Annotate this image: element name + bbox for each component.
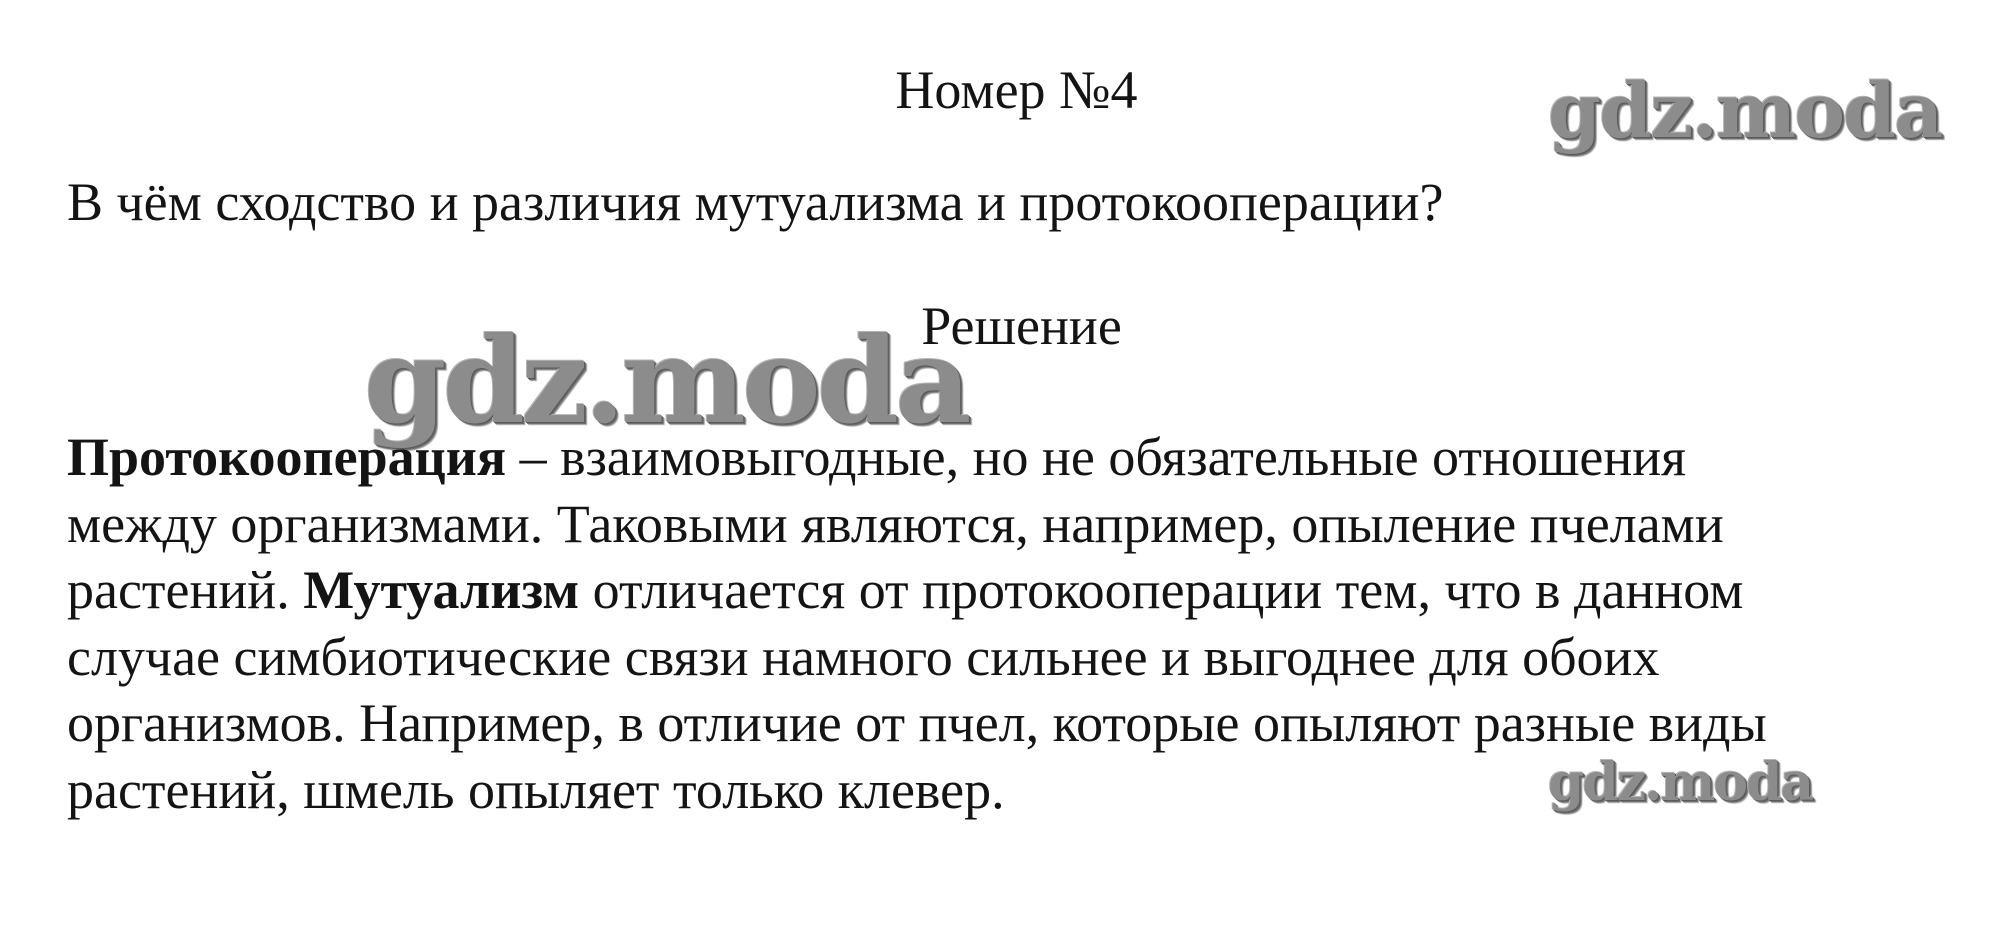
term-mutualism: Мутуализм — [303, 560, 580, 620]
watermark-logo-middle: gdz.moda — [364, 311, 968, 450]
solution-heading: Решение — [921, 296, 1122, 356]
answer-line: организмов. Например, в отличие от пчел, которые опыляют разные виды — [67, 693, 1767, 753]
answer-line-prefix: растений. — [67, 560, 304, 620]
term-protocooperation: Протокооперация — [67, 427, 507, 487]
answer-line — [67, 557, 1987, 624]
question-text: В чём сходство и различия мутуализма и протокооперации? — [67, 172, 1444, 232]
answer-line: между организмами. Таковыми являются, например, опыление пчелами — [67, 493, 1724, 554]
answer-line — [67, 424, 1987, 491]
watermark-logo-bottom: gdz.moda — [1548, 752, 1813, 813]
answer-line-text: отличается от протокооперации тем, что в данном — [579, 560, 1744, 620]
answer-line: растений, шмель опыляет только клевер. — [67, 759, 1005, 820]
page-title: Номер №4 — [895, 60, 1138, 120]
answer-line: случае симбиотические связи намного сильнее и выгоднее для обоих — [67, 626, 1660, 687]
watermark-logo-top: gdz.moda — [1548, 66, 1942, 155]
answer-line-text: – взаимовыгодные, но не обязательные отношения — [506, 427, 1686, 487]
